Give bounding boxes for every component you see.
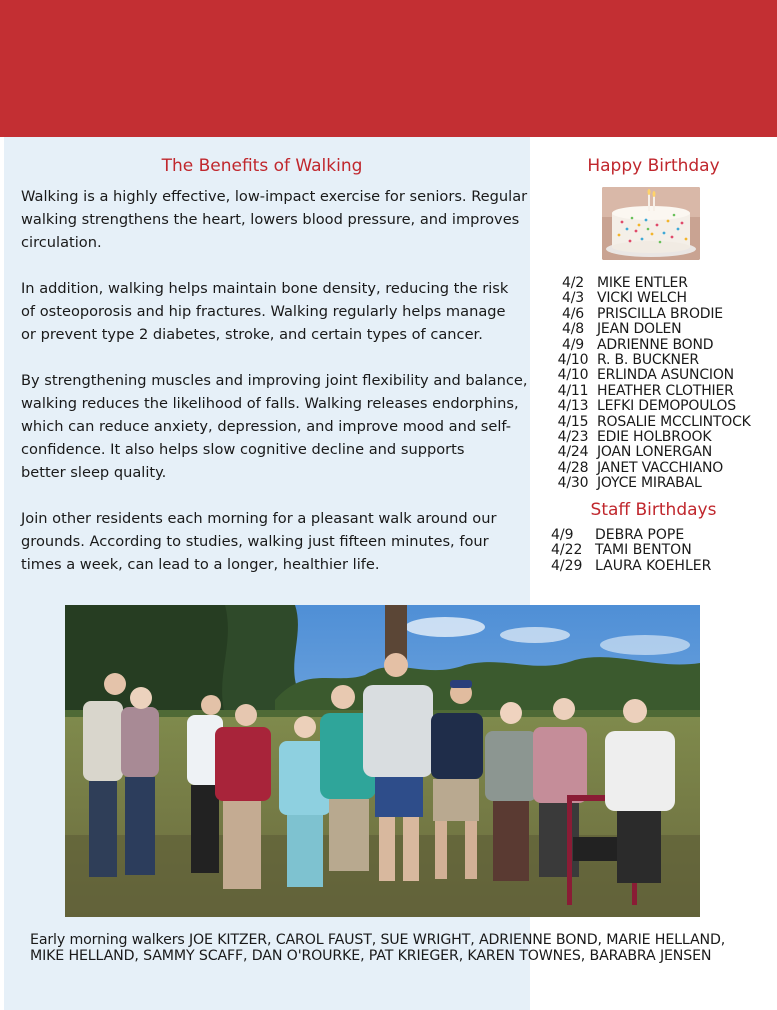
- paragraph-line: of osteoporosis and hip fractures. Walking regularly helps manage: [21, 303, 506, 320]
- article-paragraph: [21, 507, 521, 576]
- birthday-row: [549, 291, 774, 306]
- birthday-row: [549, 368, 774, 383]
- birthday-date: 4/9: [562, 336, 584, 353]
- paragraph-line: or prevent type 2 diabetes, stroke, and certain types of cancer.: [21, 326, 483, 343]
- staff-birthday-date: 4/22: [551, 542, 583, 559]
- article-title: The Benefits of Walking: [161, 156, 363, 176]
- paragraph-line: In addition, walking helps maintain bone density, reducing the risk: [21, 280, 509, 297]
- paragraph-line: better sleep quality.: [21, 464, 167, 481]
- birthday-name: ERLINDA ASUNCION: [597, 367, 734, 384]
- birthday-date: 4/3: [562, 290, 584, 307]
- birthday-row: [549, 445, 774, 460]
- article-body: [21, 185, 528, 576]
- birthday-row: [549, 399, 774, 414]
- staff-birthday-row: [551, 528, 771, 543]
- birthday-name: LEFKI DEMOPOULOS: [597, 398, 736, 415]
- birthday-date: 4/2: [562, 275, 584, 291]
- caption-line: Early morning walkers JOE KITZER, CAROL FAUST, SUE WRIGHT, ADRIENNE BOND, MARIE HELLAND,: [30, 932, 726, 948]
- resident-birthday-list: [549, 276, 774, 492]
- birthday-row: [549, 415, 774, 430]
- paragraph-line: walking strengthens the heart, lowers blood pressure, and improves: [21, 211, 520, 228]
- paragraph-line: walking reduces the likelihood of falls. Walking releases endorphins,: [21, 395, 519, 412]
- birthday-row: [549, 476, 774, 491]
- paragraph-line: which can reduce anxiety, depression, and improve mood and self-: [21, 418, 512, 435]
- paragraph-line: Join other residents each morning for a pleasant walk around our: [21, 510, 497, 527]
- birthday-name: PRISCILLA BRODIE: [597, 305, 723, 322]
- staff-birthday-row: [551, 559, 771, 574]
- birthday-heading: Happy Birthday: [587, 156, 720, 176]
- header-banner: [0, 0, 777, 137]
- staff-birthday-name: LAURA KOEHLER: [595, 557, 712, 574]
- walkers-group-photo: [65, 605, 700, 917]
- birthday-name: JANET VACCHIANO: [597, 459, 724, 476]
- birthday-date: 4/30: [557, 475, 589, 492]
- caption-line: MIKE HELLAND, SAMMY SCAFF, DAN O'ROURKE, PAT KRIEGER, KAREN TOWNES, BARABRA JENSEN: [30, 947, 712, 964]
- birthday-date: 4/23: [557, 429, 589, 446]
- birthday-date: 4/24: [557, 444, 589, 461]
- paragraph-line: circulation.: [21, 234, 102, 251]
- birthday-row: [549, 461, 774, 476]
- birthday-name: JOYCE MIRABAL: [597, 475, 702, 492]
- birthday-date: 4/10: [557, 367, 589, 384]
- article-paragraph: [21, 369, 528, 484]
- birthday-name: ADRIENNE BOND: [597, 336, 714, 353]
- birthday-date: 4/15: [557, 413, 589, 430]
- birthday-name: MIKE ENTLER: [597, 275, 688, 291]
- staff-birthday-name: DEBRA POPE: [595, 527, 685, 543]
- birthday-name: ROSALIE MCCLINTOCK: [597, 413, 751, 430]
- birthday-row: [549, 384, 774, 399]
- article-paragraph: [21, 277, 521, 346]
- birthday-name: R. B. BUCKNER: [597, 352, 699, 369]
- birthday-name: JOAN LONERGAN: [597, 444, 713, 461]
- birthday-date: 4/6: [562, 305, 584, 322]
- birthday-row: [549, 307, 774, 322]
- birthday-cake-image: [602, 187, 700, 260]
- photo-caption: [30, 933, 770, 964]
- birthday-name: JEAN DOLEN: [597, 321, 682, 338]
- paragraph-line: times a week, can lead to a longer, healthier life.: [21, 556, 380, 573]
- paragraph-line: By strengthening muscles and improving joint flexibility and balance,: [21, 372, 528, 389]
- birthday-name: HEATHER CLOTHIER: [597, 382, 734, 399]
- birthday-date: 4/11: [557, 382, 589, 399]
- birthday-row: [549, 353, 774, 368]
- staff-birthday-name: TAMI BENTON: [595, 542, 692, 559]
- birthday-row: [549, 430, 774, 445]
- staff-birthday-list: [551, 528, 771, 574]
- paragraph-line: confidence. It also helps slow cognitive decline and supports: [21, 441, 465, 458]
- staff-birthday-date: 4/29: [551, 557, 583, 574]
- paragraph-line: Walking is a highly effective, low-impact exercise for seniors. Regular: [21, 188, 528, 205]
- birthday-date: 4/10: [557, 352, 589, 369]
- staff-birthday-heading: Staff Birthdays: [590, 500, 717, 520]
- birthday-name: VICKI WELCH: [597, 290, 687, 307]
- birthday-row: [549, 276, 774, 291]
- birthday-name: EDIE HOLBROOK: [597, 429, 712, 446]
- birthday-row: [549, 338, 774, 353]
- staff-birthday-row: [551, 543, 771, 558]
- birthday-date: 4/28: [557, 459, 589, 476]
- article-paragraph: [21, 185, 528, 254]
- birthday-row: [549, 322, 774, 337]
- birthday-date: 4/8: [562, 321, 584, 338]
- staff-birthday-date: 4/9: [551, 527, 574, 543]
- paragraph-line: grounds. According to studies, walking just fifteen minutes, four: [21, 533, 489, 550]
- birthday-date: 4/13: [557, 398, 589, 415]
